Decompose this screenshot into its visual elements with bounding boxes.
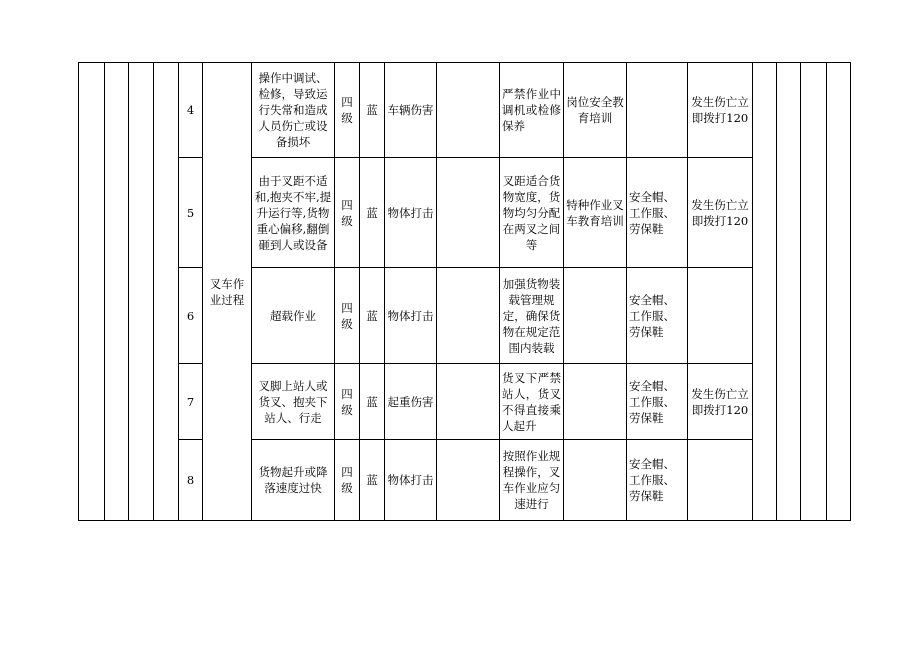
blank-cell — [827, 63, 851, 521]
ppe-measure: 安全帽、工作服、劳保鞋 — [627, 364, 688, 440]
management-measure: 货叉下严禁站人，货叉不得直接乘人起升 — [500, 364, 564, 440]
risk-color: 蓝 — [360, 158, 385, 268]
engineering-measure — [437, 268, 500, 364]
emergency-measure: 发生伤亡立即拨打120 — [688, 364, 753, 440]
accident-type: 物体打击 — [385, 268, 437, 364]
training-measure: 特种作业叉车教育培训 — [564, 158, 627, 268]
accident-type: 物体打击 — [385, 158, 437, 268]
engineering-measure — [437, 364, 500, 440]
training-measure: 岗位安全教育培训 — [564, 63, 627, 158]
table-row — [79, 364, 851, 440]
engineering-measure — [437, 63, 500, 158]
hazard-description: 由于叉距不适和,抱夹不牢,提升运行等,货物重心偏移,翻倒砸到人或设备 — [252, 158, 335, 268]
table-row — [79, 158, 851, 268]
training-measure — [564, 364, 627, 440]
hazard-description: 操作中调试、检修，导致运行失常和造成人员伤亡或设备损坏 — [252, 63, 335, 158]
training-measure — [564, 268, 627, 364]
risk-level: 四级 — [335, 63, 360, 158]
blank-cell — [753, 63, 777, 521]
risk-level: 四级 — [335, 364, 360, 440]
management-measure: 严禁作业中调机或检修保养 — [500, 63, 564, 158]
blank-cell — [154, 63, 179, 521]
risk-level: 四级 — [335, 440, 360, 521]
table-row — [79, 440, 851, 521]
emergency-measure: 发生伤亡立即拨打120 — [688, 158, 753, 268]
management-measure: 加强货物装载管理规定，确保货物在规定范围内装载 — [500, 268, 564, 364]
row-number: 7 — [179, 364, 203, 440]
emergency-measure — [688, 440, 753, 521]
row-number: 4 — [179, 63, 203, 158]
engineering-measure — [437, 440, 500, 521]
blank-cell — [777, 63, 801, 521]
risk-color: 蓝 — [360, 268, 385, 364]
ppe-measure: 安全帽、工作服、劳保鞋 — [627, 440, 688, 521]
blank-cell — [79, 63, 105, 521]
risk-color: 蓝 — [360, 63, 385, 158]
risk-assessment-table — [78, 62, 851, 521]
accident-type: 物体打击 — [385, 440, 437, 521]
table-row — [79, 268, 851, 364]
emergency-measure: 发生伤亡立即拨打120 — [688, 63, 753, 158]
risk-level: 四级 — [335, 268, 360, 364]
table-row — [79, 63, 851, 158]
row-number: 8 — [179, 440, 203, 521]
training-measure — [564, 440, 627, 521]
ppe-measure — [627, 63, 688, 158]
ppe-measure: 安全帽、工作服、劳保鞋 — [627, 158, 688, 268]
blank-cell — [129, 63, 154, 521]
accident-type: 起重伤害 — [385, 364, 437, 440]
accident-type: 车辆伤害 — [385, 63, 437, 158]
engineering-measure — [437, 158, 500, 268]
row-number: 6 — [179, 268, 203, 364]
management-measure: 按照作业规程操作，叉车作业应匀速进行 — [500, 440, 564, 521]
emergency-measure — [688, 268, 753, 364]
row-number: 5 — [179, 158, 203, 268]
hazard-description: 货物起升或降落速度过快 — [252, 440, 335, 521]
blank-cell — [801, 63, 827, 521]
blank-cell — [105, 63, 129, 521]
hazard-description: 叉脚上站人或货叉、抱夹下站人、行走 — [252, 364, 335, 440]
management-measure: 叉距适合货物宽度，货物均匀分配在两叉之间等 — [500, 158, 564, 268]
risk-level: 四级 — [335, 158, 360, 268]
ppe-measure: 安全帽、工作服、劳保鞋 — [627, 268, 688, 364]
process-name: 叉车作业过程 — [203, 63, 252, 521]
risk-color: 蓝 — [360, 440, 385, 521]
risk-color: 蓝 — [360, 364, 385, 440]
hazard-description: 超载作业 — [252, 268, 335, 364]
